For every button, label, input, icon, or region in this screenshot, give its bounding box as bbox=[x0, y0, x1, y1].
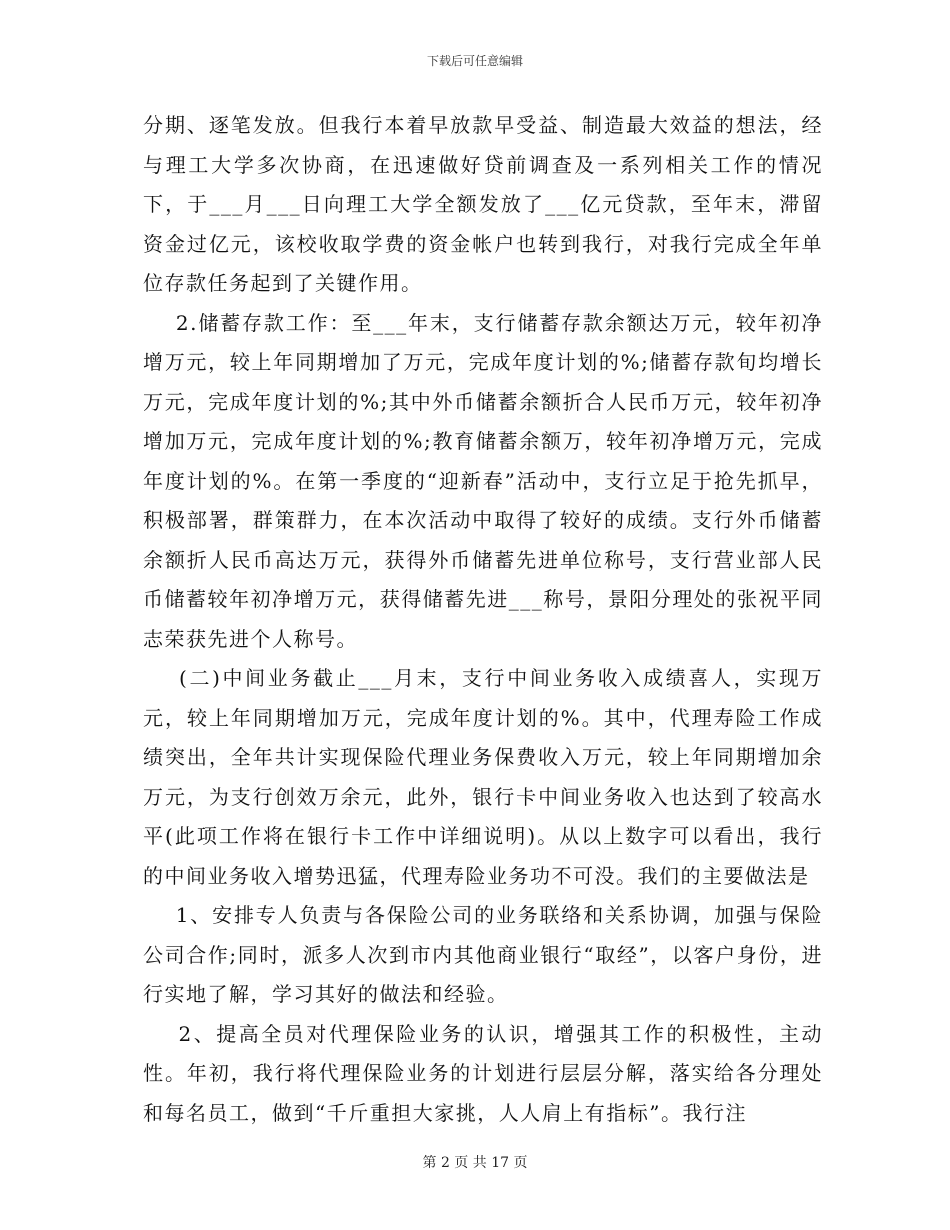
paragraph-measure-1: 1、安排专人负责与各保险公司的业务联络和关系协调，加强与保险公司合作;同时，派多人次到市内其他商业银行“取经”，以客户身份，进行实地了解，学习其好的做法和经验。 bbox=[143, 903, 823, 1006]
paragraph-intermediary-business: (二)中间业务截止___月末，支行中间业务收入成绩喜人，实现万元，较上年同期增加万元，完成年度计划的%。其中，代理寿险工作成绩突出，全年共计实现保险代理业务保费收入万元，较上年同期增加余万元，为支行创效万余元，此外，银行卡中间业务收入也达到了较高水平(此项工作将在银行卡工作中详细说明)。从以上数字可以看出，我行的中间业务收入增势迅猛，代理寿险业务功不可没。我们的主要做法是 bbox=[143, 666, 824, 888]
paragraph-measure-2: 2、提高全员对代理保险业务的认识，增强其工作的积极性，主动性。年初，我行将代理保险业务的计划进行层层分解，落实给各分理处和每名员工，做到“千斤重担大家挑，人人肩上有指标”。我行注 bbox=[143, 1021, 823, 1125]
page-header: 下载后可任意编辑 bbox=[426, 54, 523, 68]
page-number-footer: 第 2 页 共 17 页 bbox=[422, 1155, 528, 1171]
document-body bbox=[143, 106, 823, 1133]
paragraph-loan-disbursement: 分期、逐笔发放。但我行本着早放款早受益、制造最大效益的想法，经与理工大学多次协商，在迅速做好贷前调查及一系列相关工作的情况下，于___月___日向理工大学全额发放了___亿元贷款，至年末，滞留资金过亿元，该校收取学费的资金帐户也转到我行，对我行完成全年单位存款任务起到了关键作用。 bbox=[143, 113, 823, 295]
paragraph-savings-deposits: 2.储蓄存款工作：至___年末，支行储蓄存款余额达万元，较年初净增万元，较上年同期增加了万元，完成年度计划的%;储蓄存款旬均增长万元，完成年度计划的%;其中外币储蓄余额折合人民币万元，较年初净增加万元，完成年度计划的%;教育储蓄余额万，较年初净增万元，完成年度计划的%。在第一季度的“迎新春”活动中，支行立足于抢先抓早，积极部署，群策群力，在本次活动中取得了较好的成绩。支行外币储蓄余额折人民币高达万元，获得外币储蓄先进单位称号，支行营业部人民币储蓄较年初净增万元，获得储蓄先进___称号，景阳分理处的张祝平同志荣获先进个人称号。 bbox=[143, 310, 823, 651]
